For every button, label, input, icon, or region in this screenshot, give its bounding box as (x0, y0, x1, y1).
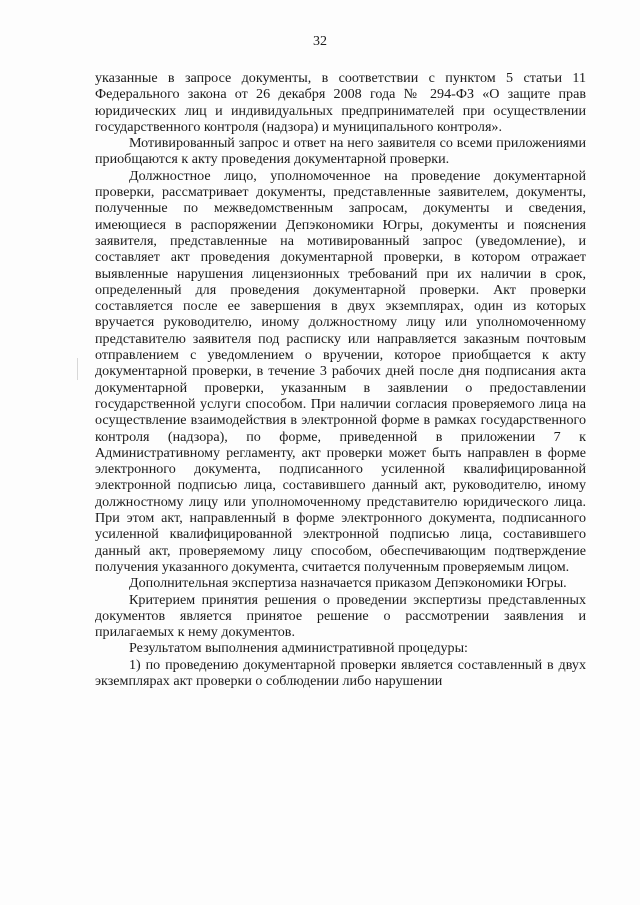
document-body (95, 70, 586, 689)
paragraph-additional-expertise: Дополнительная экспертиза назначается приказом Депэкономики Югры. (129, 575, 567, 592)
page-number: 32 (313, 34, 327, 49)
paragraph-criterion: Критерием принятия решения о проведении экспертизы представленных документов является принятое решение о рассмотрении заявления и прилагаемых к нему документов. (95, 591, 586, 641)
paragraph-continuation: указанные в запросе документы, в соответствии с пунктом 5 статьи 11 Федерального закона от 26 декабря 2008 года № 294-ФЗ «О защите прав юридических лиц и индивидуальных предпринимателей при осуществлении государственного контроля (надзора) и муниципального контроля». (95, 70, 586, 135)
paragraph-result-heading: Результатом выполнения административной процедуры: (129, 640, 468, 657)
paragraph-official-review: Должностное лицо, уполномоченное на проведение документарной проверки, рассматривает документы, представленные заявителем, документы, полученные по межведомственным запросам, документы и сведения, имеющиеся в распоряжении Депэкономики Югры, документы и пояснения заявителя, представленные на мотивированный запрос (уведомление), и составляет акт проведения документарной проверки, в котором отражает выявленные нарушения лицензионных требований при их наличии в срок, определенный для проведения документарной проверки. Акт проверки составляется после ее завершения в двух экземплярах, один из которых вручается руководителю, иному должностному лицу или уполномоченному представителю заявителя под расписку или направляется заказным почтовым отправлением с уведомлением о вручении, которое приобщается к акту документарной проверки, в течение 3 рабочих дней после дня подписания акта документарной проверки, указанным в заявлении о предоставлении государственной услуги способом. При наличии согласия проверяемого лица на осуществление взаимодействия в электронной форме в рамках государственного контроля (надзора), по форме, приведенной в приложении 7 к Административному регламенту, акт проверки может быть направлен в форме электронного документа, подписанного усиленной квалифицированной электронной подписью лица, составившего данный акт, руководителю, иному должностному лицу или уполномоченному представителю юридического лица. При этом акт, направленный в форме электронного документа, подписанного усиленной квалифицированной электронной подписью лица, составившего данный акт, проверяемому лицу способом, обеспечивающим подтверждение получения указанного документа, считается полученным проверяемым лицом. (95, 167, 586, 575)
paragraph-motivated-request: Мотивированный запрос и ответ на него заявителя со всеми приложениями приобщаются к акту проведения документарной проверки. (95, 135, 586, 168)
paragraph-result-item-1: 1) по проведению документарной проверки является составленный в двух экземплярах акт проверки о соблюдении либо нарушении (95, 656, 586, 689)
margin-mark (77, 358, 78, 380)
